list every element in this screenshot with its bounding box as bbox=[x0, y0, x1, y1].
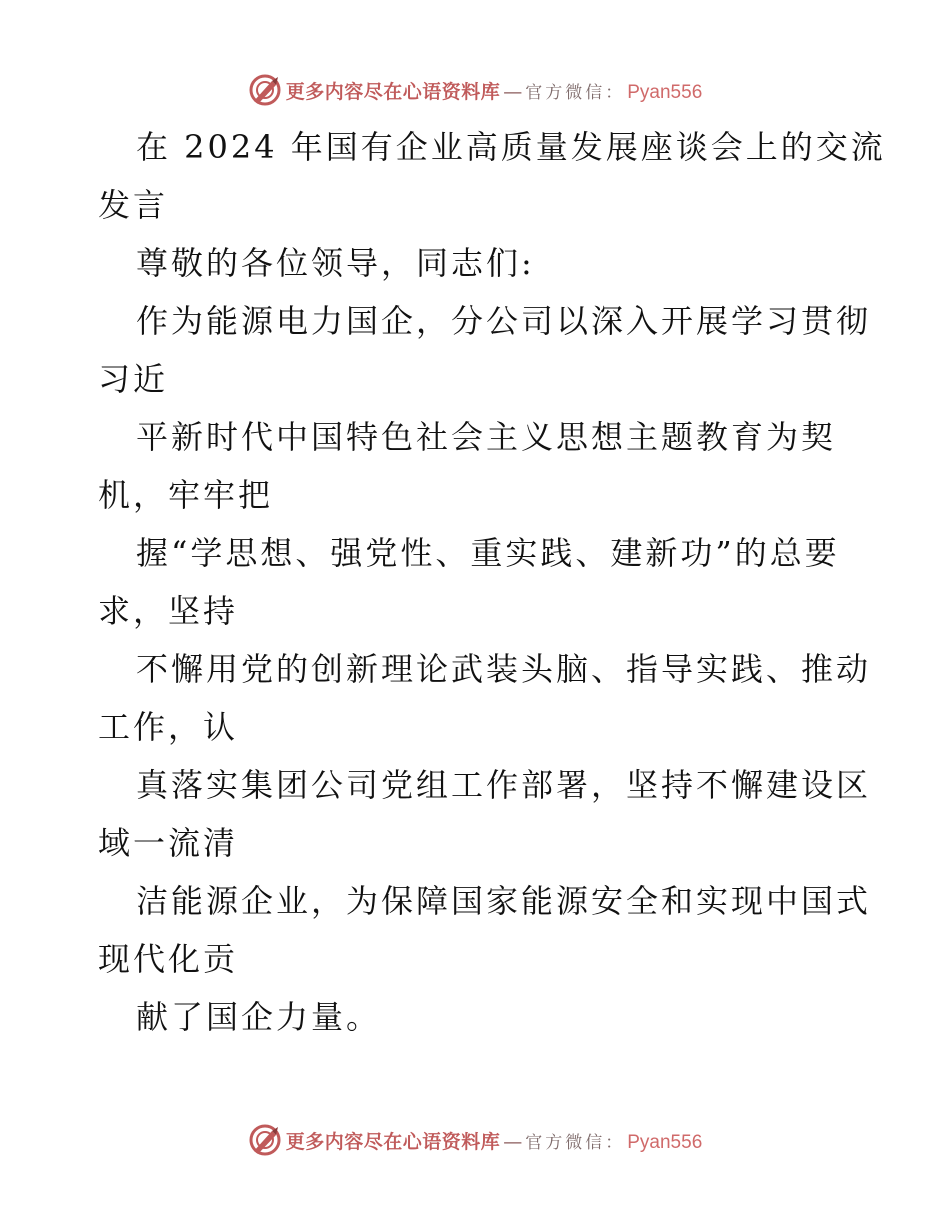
paragraph-line: 真落实集团公司党组工作部署，坚持不懈建设区 bbox=[136, 766, 872, 804]
paragraph-line: 作为能源电力国企，分公司以深入开展学习贯彻 bbox=[136, 302, 872, 340]
paragraph-line: 平新时代中国特色社会主义思想主题教育为契 bbox=[136, 418, 837, 456]
paragraph-line: 洁能源企业，为保障国家能源安全和实现中国式 bbox=[136, 882, 872, 920]
watermark-label: 官方微信： bbox=[525, 1132, 626, 1153]
document-body bbox=[98, 118, 886, 1046]
paragraph-line: 现代化贡 bbox=[98, 940, 239, 978]
paragraph-line: 握“学思想、强党性、重实践、建新功”的总要 bbox=[136, 534, 840, 572]
watermark-main-text: 更多内容尽在心语资料库 bbox=[285, 1130, 501, 1153]
footer-watermark bbox=[0, 1120, 950, 1160]
watermark-dash: — bbox=[503, 80, 523, 103]
paragraph-line: 工作，认 bbox=[98, 708, 239, 746]
paragraph-line: 求，坚持 bbox=[98, 592, 239, 630]
paragraph-line: 域一流清 bbox=[98, 824, 239, 862]
watermark-main-text: 更多内容尽在心语资料库 bbox=[285, 80, 501, 103]
title-line-1: 在 2024 年国有企业高质量发展座谈会上的交流 bbox=[136, 128, 886, 166]
paragraph-line: 献了国企力量。 bbox=[136, 998, 382, 1036]
watermark-dash: — bbox=[503, 1130, 523, 1153]
header-watermark bbox=[0, 70, 950, 110]
watermark-label: 官方微信： bbox=[525, 82, 626, 103]
salutation: 尊敬的各位领导，同志们: bbox=[136, 244, 535, 282]
paragraph-line: 不懈用党的创新理论武装头脑、指导实践、推动 bbox=[136, 650, 872, 688]
watermark-id: Pyan556 bbox=[627, 1131, 703, 1153]
paragraph-line: 机，牢牢把 bbox=[98, 476, 274, 514]
paragraph-line: 习近 bbox=[98, 360, 169, 398]
title-line-2: 发言 bbox=[98, 186, 169, 224]
pen-circle-logo-icon bbox=[248, 73, 282, 107]
pen-circle-logo-icon bbox=[248, 1123, 282, 1157]
watermark-id: Pyan556 bbox=[627, 81, 703, 103]
